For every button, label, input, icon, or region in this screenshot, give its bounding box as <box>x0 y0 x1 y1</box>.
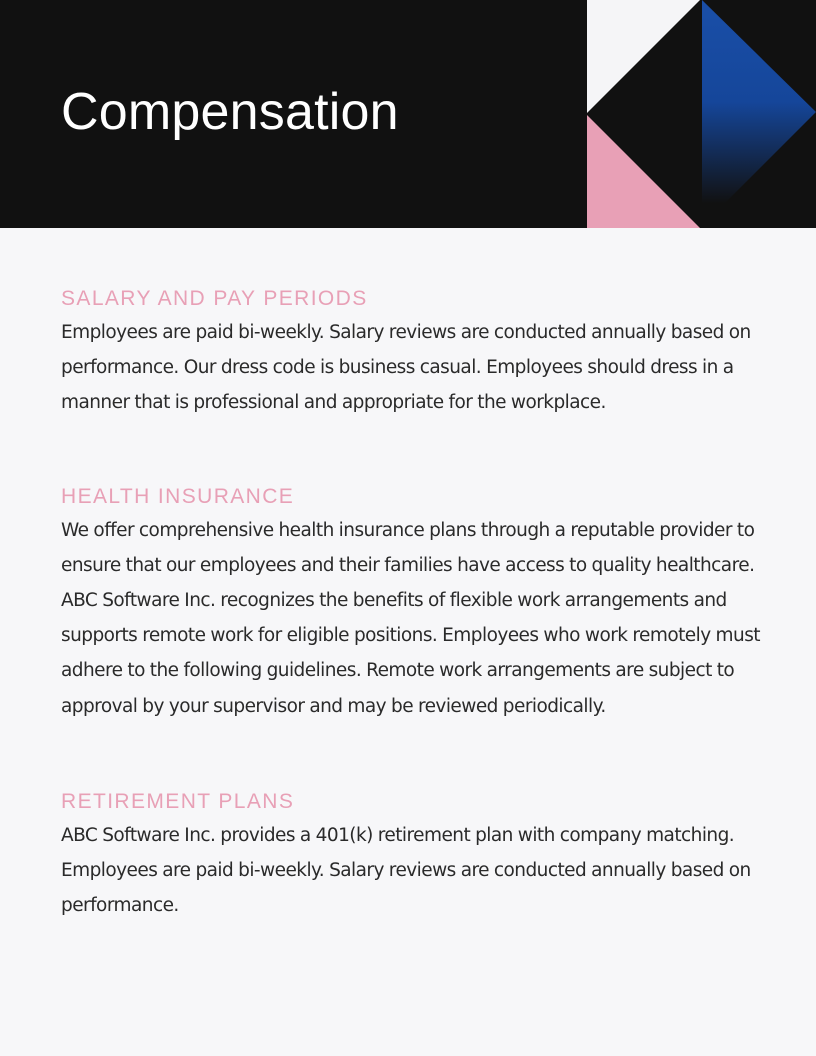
header-banner <box>0 0 816 228</box>
section-body: ABC Software Inc. provides a 401(k) retirement plan with company matching. Employees are paid bi-weekly. Salary reviews are conducted annually based on performance. <box>61 824 751 917</box>
section-retirement-plans <box>61 786 766 924</box>
section-body: Employees are paid bi-weekly. Salary reviews are conducted annually based on performance. Our dress code is business casual. Employees should dress in a manner that is professional and appropriate for the workplace. <box>61 322 751 414</box>
geometric-decoration <box>587 0 816 228</box>
section-heading: RETIREMENT PLANS <box>61 789 295 813</box>
section-health-insurance <box>61 481 766 724</box>
section-salary-and-pay-periods <box>61 283 766 421</box>
content-area <box>61 283 766 923</box>
section-body: We offer comprehensive health insurance plans through a reputable provider to ensure that our employees and their families have access to quality healthcare. ABC Software Inc. recognizes the benefits of flexible work arrangements and supports remote work for eligible positions. Employees who work remotely must adhere to the following guidelines. Remote work arrangements are subject to approval by your supervisor and may be reviewed periodically. <box>61 519 760 717</box>
section-heading: HEALTH INSURANCE <box>61 484 295 508</box>
section-heading: SALARY AND PAY PERIODS <box>61 287 368 310</box>
page-title: Compensation <box>61 83 399 141</box>
